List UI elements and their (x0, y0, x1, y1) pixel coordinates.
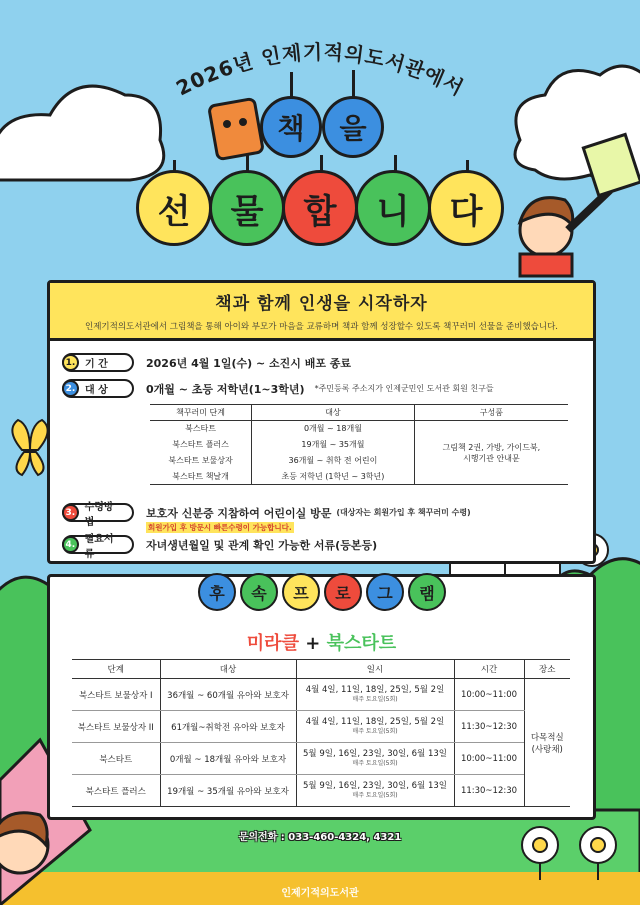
package-components: 그림책 2권, 가방, 가이드북, 시행기관 안내문 (414, 421, 568, 485)
target-value: 0개월 ~ 초등 저학년(1~3학년) (146, 382, 305, 396)
program-time: 10:00~11:00 (454, 743, 524, 775)
package-header: 책꾸러미 단계 (150, 405, 252, 421)
program-stage: 북스타트 (72, 743, 160, 775)
title-bubble-ni: 니 (355, 170, 431, 246)
intro-header (50, 283, 593, 341)
program-target: 19개월 ~ 35개월 유아와 보호자 (160, 775, 296, 807)
title-bubble-da: 다 (428, 170, 504, 246)
program-stage: 북스타트 보물상자 I (72, 679, 160, 711)
period-value: 2026년 4월 1일(수) ~ 소진시 배포 종료 (146, 356, 352, 370)
title-bubble-chaek: 책 (260, 96, 322, 158)
program-header: 대상 (160, 660, 296, 679)
program-bubble: 속 (240, 573, 278, 611)
title-bubble-eul: 을 (322, 96, 384, 158)
package-stage: 북스타트 (185, 424, 217, 434)
program-bubble: 프 (282, 573, 320, 611)
program-time: 10:00~11:00 (454, 679, 524, 711)
docs-value: 자녀생년월일 및 관계 확인 가능한 서류(등본등) (146, 538, 378, 552)
program-bubble: 후 (198, 573, 236, 611)
program-time: 11:30~12:30 (454, 711, 524, 743)
table-row (72, 679, 570, 711)
program-stage: 북스타트 플러스 (72, 775, 160, 807)
program-header: 장소 (524, 660, 570, 679)
program-date: 4월 4일, 11일, 18일, 25일, 5월 2일 매주 토요일(5회) (296, 711, 454, 743)
program-card (47, 574, 596, 820)
program-bubble: 그 (366, 573, 404, 611)
program-target: 36개월 ~ 60개월 유아와 보호자 (160, 679, 296, 711)
info-period (62, 353, 351, 372)
package-target: 19개월 ~ 35개월 (252, 437, 415, 453)
program-subtitle: 미라클 + 북스타트 (246, 633, 397, 654)
info-docs (62, 533, 378, 560)
program-target: 61개월~취학전 유아와 보호자 (160, 711, 296, 743)
package-header: 구성품 (414, 405, 568, 421)
package-stage: 북스타트 보물상자 (168, 456, 233, 465)
info-target (62, 379, 494, 398)
svg-text:2026년 인제기적의도서관에서: 2026년 인제기적의도서관에서 (172, 39, 468, 101)
period-label: 1. 기 간 (62, 353, 134, 372)
docs-label: 4. 필요서류 (62, 535, 134, 554)
program-table (72, 659, 570, 807)
footer-library-logo: 인제기적의도서관 (281, 888, 359, 899)
package-target: 초등 저학년 (1학년 ~ 3학년) (252, 469, 415, 485)
program-date: 5월 9일, 16일, 23일, 30일, 6월 13일 매주 토요일(5회) (296, 743, 454, 775)
package-header: 대상 (252, 405, 415, 421)
method-value-note: (대상자는 회원가입 후 책꾸러미 수령) (336, 508, 471, 517)
package-stage: 북스타트 책날개 (150, 469, 252, 485)
table-row (72, 743, 570, 775)
program-header: 단계 (72, 660, 160, 679)
program-target: 0개월 ~ 18개월 유아와 보호자 (160, 743, 296, 775)
program-time: 11:30~12:30 (454, 775, 524, 807)
method-sub-note: 회원가입 후 방문시 빠른수령이 가능합니다. (148, 523, 292, 532)
program-bubble: 로 (324, 573, 362, 611)
target-note: *주민등록 주소지가 인제군민인 도서관 회원 친구들 (314, 384, 494, 393)
program-bubble: 램 (408, 573, 446, 611)
target-label: 2. 대 상 (62, 379, 134, 398)
intro-description: 인제기적의도서관에서 그림책을 통해 아이와 부모가 마음을 교류하며 책과 함께 성장할수 있도록 책꾸러미 선물을 준비했습니다. (84, 322, 558, 332)
program-date: 4월 4일, 11일, 18일, 25일, 5월 2일 매주 토요일(5회) (296, 679, 454, 711)
program-header: 일시 (296, 660, 454, 679)
table-row (72, 711, 570, 743)
package-target: 36개월 ~ 취학 전 어린이 (252, 453, 415, 469)
intro-card (47, 280, 596, 564)
program-stage: 북스타트 보물상자 II (72, 711, 160, 743)
package-target: 0개월 ~ 18개월 (252, 421, 415, 437)
table-row (72, 775, 570, 807)
method-label: 3. 수령방법 (62, 503, 134, 522)
intro-heading: 책과 함께 인생을 시작하자 (215, 294, 428, 314)
poster-top-line (0, 0, 640, 130)
program-header: 시간 (454, 660, 524, 679)
program-date: 5월 9일, 16일, 23일, 30일, 6월 13일 매주 토요일(5회) (296, 775, 454, 807)
title-bubble-seon: 선 (136, 170, 212, 246)
package-table (150, 404, 568, 485)
method-value: 보호자 신분증 지참하여 어린이실 방문 (146, 506, 332, 520)
program-place: 다목적실 (사랑채) (524, 679, 570, 807)
package-stage: 북스타트 플러스 (172, 440, 229, 449)
title-bubble-hap: 합 (282, 170, 358, 246)
title-bubble-mul: 물 (209, 170, 285, 246)
contact-phone: 문의전화 : 033-460-4324, 4321 (238, 832, 402, 843)
